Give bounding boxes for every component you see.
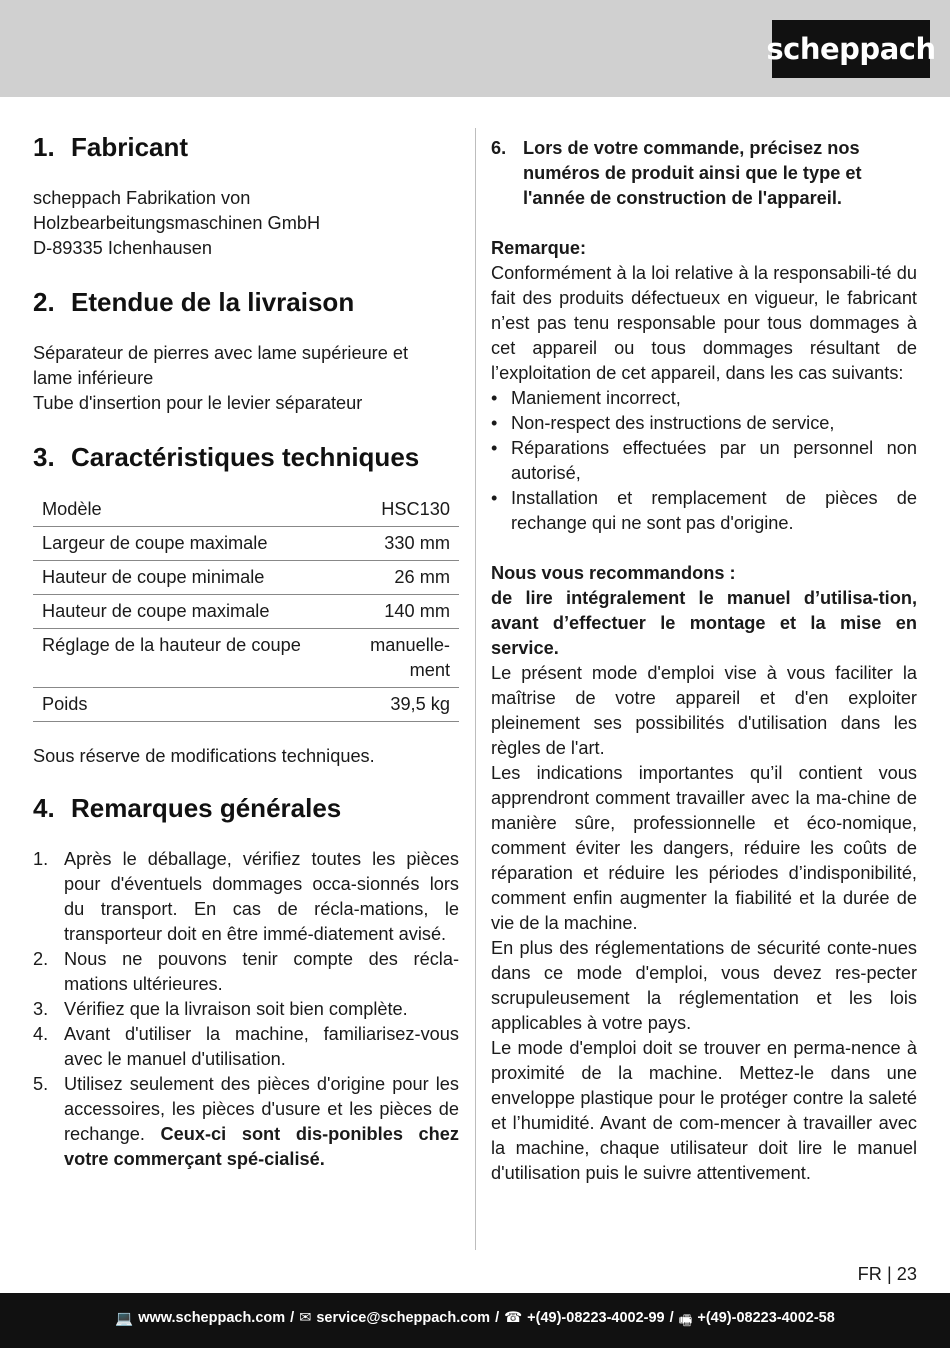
recommend-paragraph: En plus des réglementations de sécurité conte-nues dans ce mode d'emploi, vous devez res-pecter scrupuleusement la réglementation et les lois applicables à votre pays. (491, 938, 917, 1033)
list-item: 2. Nous ne pouvons tenir compte des récla-mations ultérieures. (33, 949, 459, 994)
delivery-scope: Séparateur de pierres avec lame supérieure et lame inférieure Tube d'insertion pour le levier séparateur (33, 343, 409, 413)
table-row: Réglage de la hauteur de coupe manuelle-ment (33, 629, 459, 688)
list-item: • Installation et remplacement de pièces de rechange qui ne sont pas d'origine. (491, 488, 917, 533)
remark-bullet-list (491, 386, 917, 536)
list-item: • Réparations effectuées par un personnel non autorisé, (491, 438, 917, 483)
scheppach-logo: scheppach (772, 20, 930, 78)
page-number: FR | 23 (857, 1264, 917, 1284)
list-item: 5. Utilisez seulement des pièces d'origine pour les accessoires, les pièces d'usure et les pièces de rechange. Ceux-ci sont dis-ponibles chez votre commerçant spé-cialisé. (33, 1074, 459, 1169)
table-row: Poids 39,5 kg (33, 688, 459, 722)
table-row: Modèle HSC130 (42, 499, 450, 519)
right-column (491, 136, 917, 1186)
mail-icon: ✉ (299, 1310, 312, 1326)
section-title-caracteristiques: 3. Caractéristiques techniques (33, 442, 420, 472)
left-column (33, 130, 459, 1172)
footer-phone: +(49)-08223-4002-99 (527, 1310, 665, 1326)
recommend-paragraph: Le présent mode d'emploi vise à vous faciliter la maîtrise de votre appareil et d'en exploiter pleinement ses possibilités d'utilisation dans les règles de l'art. (491, 663, 917, 758)
general-remarks-list (33, 847, 459, 1172)
recommend-heading: Nous vous recommandons : (491, 563, 736, 583)
remark-text: Conformément à la loi relative à la responsabili-té du fait des produits défectueux en vigueur, le fabricant n’est pas tenu responsable pour tous dommages à cet appareil ou tous dommages résultant de l’exploitation de cet appareil, dans les cas suivants: (491, 263, 917, 383)
table-row: Hauteur de coupe maximale 140 mm (33, 595, 459, 629)
spec-table (33, 496, 459, 722)
footer-bar: 💻 www.scheppach.com / ✉ service@scheppach.com / ☎ +(49)-08223-4002-99 / 🖷 +(49)-08223-4002-58 (0, 1293, 950, 1348)
footer-fax: +(49)-08223-4002-58 (697, 1310, 835, 1326)
computer-icon: 💻 (115, 1311, 134, 1327)
footer-email: service@scheppach.com (316, 1310, 491, 1326)
list-item: 3. Vérifiez que la livraison soit bien complète. (33, 999, 408, 1019)
list-item: • Maniement incorrect, (491, 388, 681, 408)
section-title-fabricant: 1. Fabricant (33, 132, 189, 162)
footer-website: www.scheppach.com (138, 1310, 286, 1326)
table-row: Largeur de coupe maximale 330 mm (33, 527, 459, 561)
phone-icon: ☎ (504, 1310, 523, 1326)
list-item-6: 6. Lors de votre commande, précisez nos numéros de produit ainsi que le type et l'année de construction de l'appareil. (491, 138, 862, 208)
fax-icon: 🖷 (678, 1313, 693, 1329)
recommend-bold-text: de lire intégralement le manuel d’utilisa-tion, avant d’effectuer le montage et la mise en service. (491, 588, 917, 658)
table-row: Hauteur de coupe minimale 26 mm (33, 561, 459, 595)
technical-note: Sous réserve de modifications techniques. (33, 746, 375, 766)
manufacturer-address: scheppach Fabrikation von Holzbearbeitungsmaschinen GmbH D-89335 Ichenhausen (33, 188, 321, 258)
list-item: 1. Après le déballage, vérifiez toutes les pièces pour d'éventuels dommages occa-sionnés lors du transport. En cas de récla-mations, le transporteur doit en être immé-diatement avisé. (33, 849, 459, 944)
section-title-livraison: 2. Etendue de la livraison (33, 287, 355, 317)
list-item: • Non-respect des instructions de service, (491, 413, 835, 433)
recommend-paragraph: Les indications importantes qu’il contient vous apprendront comment travailler avec la ma-chine de manière sûre, professionnelle et éco-nomique, comment éviter les dangers, réduire les coûts de réparation et réduire les périodes d’indisponibilité, comment enfin augmenter la fiabilité et la durée de vie de la machine. (491, 763, 917, 933)
remark-heading: Remarque: (491, 238, 587, 258)
list-item: 4. Avant d'utiliser la machine, familiarisez-vous avec le manuel d'utilisation. (33, 1024, 459, 1069)
column-divider (475, 128, 476, 1250)
recommend-paragraph: Le mode d'emploi doit se trouver en perma-nence à proximité de la machine. Mettez-le dans une enveloppe plastique pour le protéger contre la saleté et l’humidité. Avant de com-mencer à travailler avec la machine, chaque utilisateur doit lire le manuel d'utilisation puis le suivre attentivement. (491, 1038, 917, 1183)
section-title-remarques: 4. Remarques générales (33, 793, 342, 823)
